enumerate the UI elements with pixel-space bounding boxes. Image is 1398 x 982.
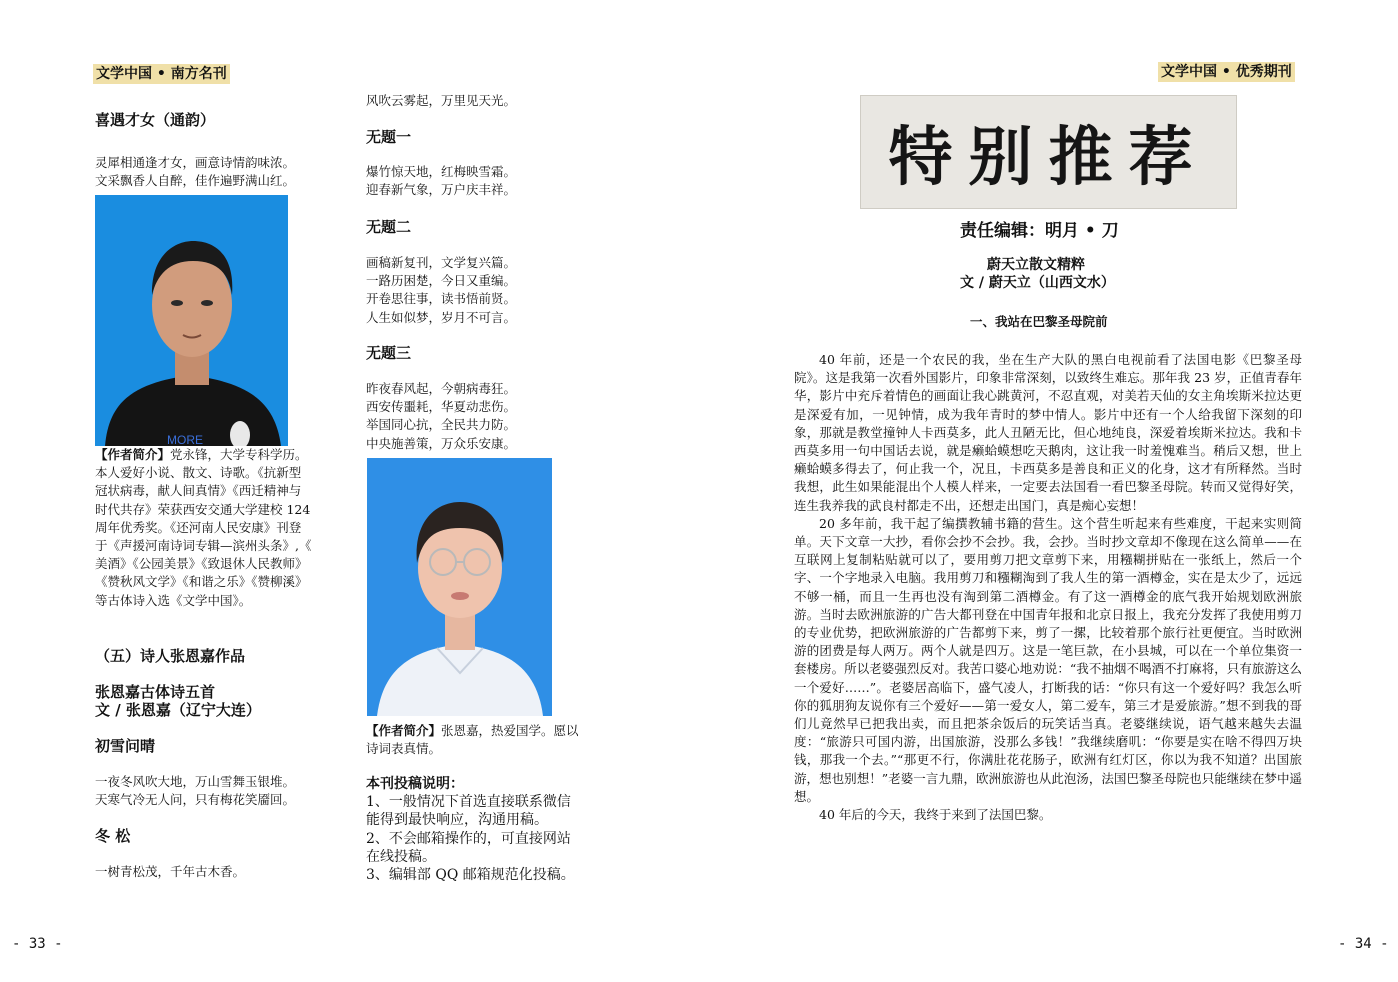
essay-body <box>794 351 1302 824</box>
essay-author: 文 / 蔚天立（山西文水） <box>960 275 1115 291</box>
collection-title: 张恩嘉古体诗五首 <box>95 683 216 701</box>
author-bio-dang: 【作者简介】党永锋，大学专科学历。 本人爱好小说、散文、诗歌。《抗新型 冠状病毒，献人间真情》《西迁精神与 时代共存》荣获西安交通大学建校 124 周年优秀奖。《还河南人民安康》刊登 于《声援河南诗词专辑—滨州头条》,《 美酒》《公园美景》《致退休人民教师》 《赞秋风文学》《和谐之乐》《赞柳溪》 等古体诗入选《文学中国》。 <box>95 447 312 608</box>
poem-body-dongsong-cont: 风吹云雾起，万里见天光。 <box>366 93 517 108</box>
poem-body-dongsong: 一树青松茂，千年古木香。 <box>95 864 246 879</box>
submission-notice: 本刊投稿说明： 1、一般情况下首选直接联系微信 能得到最快响应，沟通用稿。 2、不会邮箱操作的，可直接网站 在线投稿。 3、编辑部 QQ 邮箱规范化投稿。 <box>366 775 626 884</box>
left-page-number: - 33 - <box>12 936 63 952</box>
poem-body-xiyu: 灵犀相通逢才女，画意诗情韵味浓。 文采飘香人自醉，佳作遍野满山红。 <box>95 155 296 189</box>
poem-body-wuti1: 爆竹惊天地，红梅映雪霜。 迎春新气象，万户庆丰祥。 <box>366 164 517 198</box>
poem-title-xiyu: 喜遇才女（通韵） <box>95 111 216 129</box>
shirt-print-text: MORE <box>167 433 203 446</box>
poem-body-wuti3: 昨夜春风起，今朝病毒狂。 西安传噩耗，华夏动悲伤。 举国同心抗，全民共力防。 中央施善策，万众乐安康。 <box>366 381 517 451</box>
poem-body-wuti2: 画稿新复刊，文学复兴篇。 一路历困楚，今日又重编。 开卷思往事，读书悟前贤。 人生如似梦，岁月不可言。 <box>366 255 517 325</box>
collection-author: 文 / 张恩嘉（辽宁大连） <box>95 701 261 719</box>
essay-paragraph: 40 年后的今天，我终于来到了法国巴黎。 <box>819 807 1052 823</box>
author-bio-zhang: 【作者简介】张恩嘉，热爱国学。愿以 诗词表真情。 <box>366 723 579 757</box>
portrait-youth-illustration <box>367 458 552 716</box>
right-page-header: 文学中国 • 优秀期刊 <box>1158 62 1295 82</box>
author-photo-zhang <box>367 458 552 716</box>
section-five-heading: （五）诗人张恩嘉作品 <box>95 647 246 665</box>
calligraphy-banner <box>860 95 1237 209</box>
poem-title-wuti1: 无题一 <box>366 128 412 146</box>
essay-paragraph: 20 多年前，我干起了编撰教辅书籍的营生。这个营生听起来有些难度，干起来实则简单。天下文章一大抄，看你会抄不会抄。我，会抄。当时抄文章却不像现在这么简单——在互联网上复制粘贴就可以了，要用剪刀把文章剪下来，用糨糊拼贴在一张纸上，然后一个字、一个字地录入电脑。我用剪刀和糨糊淘到了我人生的第一酒樽金，实在是太少了，远远不够一桶，而且一生再也没有淘到第二酒樽金。有了这一酒樽金的底气我开始规划欧洲旅游。当时去欧洲旅游的广告大都刊登在中国青年报和北京日报上，我充分发挥了我使用剪刀的专业优势，把欧洲旅游的广告都剪下来，剪了一摞，比较着那个旅行社更便宜。当时欧洲游的团费是每人两万。两个人就是四万。这是一笔巨款，在小县城，可以在一个单位集资一套楼房。所以老婆强烈反对。我苦口婆心地劝说：“我不抽烟不喝酒不打麻将，只有旅游这么一个爱好……”。老婆居高临下，盛气凌人，打断我的话：“你只有这一个爱好吗？我怎么听你的狐朋狗友说你有三个爱好——第一爱女人，第二爱车，第三才是爱旅游。”想不到我的哥们儿竟然早已把我出卖，而且把茶余饭后的玩笑话当真。老婆继续说，语气越来越失去温度：“旅游只可国内游，出国旅游，没那么多钱！”我继续磨叽：“你要是实在啥不得四万块钱，那我一个去。”“那更不行，你满肚花花肠子，欧洲有红灯区，你以为我不知道？出国旅游，想也别想！”老婆一言九鼎，欧洲旅游也从此泡汤，法国巴黎圣母院也只能继续在梦中遥想。 <box>794 515 1302 804</box>
poem-title-wuti3: 无题三 <box>366 344 412 362</box>
responsible-editor: 责任编辑：明月 • 刀 <box>960 221 1119 241</box>
submission-notice-title: 本刊投稿说明： <box>366 776 464 792</box>
author-photo-dang <box>95 195 288 446</box>
poem-title-chuxue: 初雪问晴 <box>95 737 156 755</box>
left-page-header: 文学中国 • 南方名刊 <box>93 64 230 84</box>
poem-body-chuxue: 一夜冬风吹大地，万山雪舞玉银堆。 天寒气冷无人问，只有梅花笑靥回。 <box>95 774 296 808</box>
essay-section-heading: 一、我站在巴黎圣母院前 <box>970 314 1108 329</box>
right-page-number: - 34 - <box>1338 936 1389 952</box>
essay-collection-title: 蔚天立散文精粹 <box>987 257 1085 273</box>
poem-title-wuti2: 无题二 <box>366 218 412 236</box>
poem-title-dongsong: 冬 松 <box>95 827 131 845</box>
calligraphy-text: 特别推荐 <box>888 120 1209 195</box>
essay-paragraph: 40 年前，还是一个农民的我，坐在生产大队的黑白电视前看了法国电影《巴黎圣母院》。这是我第一次看外国影片，印象非常深刻，以致终生难忘。那年我 23 岁，正值青春年华，影片中充斥着情色的画面让我心跳黄河，不忍直观，对美若天仙的女主角埃斯米拉达更是深爱有加，一见钟情，成为我年青时的梦中情人。影片中还有一个人给我留下深刻的印象，那就是教堂撞钟人卡西莫多，此人丑陋无比，但心地纯良，深爱着埃斯米拉达。我和卡西莫多用一句中国话去说，就是癞蛤蟆想吃天鹅肉，这让我一时羞愧难当。稍后又想，世上癞蛤蟆多得去了，何止我一个，况且，卡西莫多是善良和正义的化身，这才有所释然。当时我想，此生如果能混出个人模人样来，一定要去法国看一看巴黎圣母院。转而又觉得好笑，连生我养我的武良村都走不出，还想走出国门，真是痴心妄想！ <box>794 352 1302 513</box>
portrait-man-illustration <box>95 195 288 446</box>
